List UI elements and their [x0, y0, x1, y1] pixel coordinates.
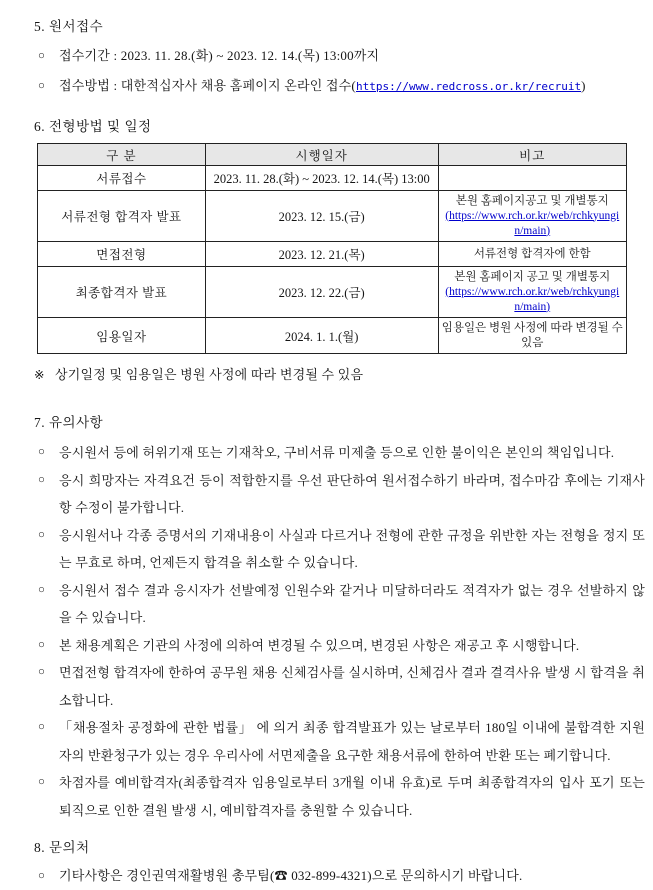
circle-bullet-icon: ○: [38, 473, 45, 486]
section-application: [34, 16, 645, 102]
row-category: 임용일자: [38, 318, 206, 354]
row-date: 2023. 12. 15.(금): [205, 191, 438, 242]
circle-bullet-icon: ○: [38, 666, 45, 678]
contact-line: [34, 862, 645, 890]
schedule-table: [37, 143, 627, 354]
row-note: 서류전형 합격자에 한함: [438, 242, 627, 267]
table-row: [38, 166, 627, 191]
notice-item: [34, 439, 645, 467]
notice-text: 차점자를 예비합격자(최종합격자 임용일로부터 3개월 이내 유효)로 두며 최종합격자의 입사 포기 또는 퇴직으로 인한 결원 발생 시, 예비합격자를 충원할 수 있습니다.: [59, 775, 645, 818]
circle-bullet-icon: ○: [38, 870, 45, 882]
notice-item: [34, 659, 645, 714]
row-date: 2024. 1. 1.(월): [205, 318, 438, 354]
section-6-title: 6. 전형방법 및 일정: [34, 119, 152, 134]
row-category: 최종합격자 발표: [38, 267, 206, 318]
section-7-title: 7. 유의사항: [34, 415, 104, 430]
notice-text: 면접전형 합격자에 한하여 공무원 채용 신체검사를 실시하며, 신체검사 결과 결격사유 발생 시 합격을 취소합니다.: [59, 665, 645, 708]
row-category: 서류전형 합격자 발표: [38, 191, 206, 242]
notice-text: 응시원서 접수 결과 응시자가 선발예정 인원수와 같거나 미달하더라도 적격자가 없는 경우 선발하지 않을 수 있습니다.: [59, 582, 645, 625]
rch-kyungin-link[interactable]: (https://www.rch.or.kr/web/rchkyungin/main): [445, 209, 620, 237]
section-notices: [34, 412, 645, 824]
circle-bullet-icon: ○: [38, 80, 45, 92]
application-method-text: [59, 71, 645, 102]
circle-bullet-icon: ○: [38, 50, 45, 62]
row-note: [438, 191, 627, 242]
row-category: 서류접수: [38, 166, 206, 191]
section-schedule: [34, 116, 645, 386]
application-period-text: 접수기간 : 2023. 11. 28.(화) ~ 2023. 12. 14.(목) 13:00까지: [59, 48, 380, 63]
table-row: [38, 242, 627, 267]
application-period-line: [34, 41, 645, 71]
section-8-title: 8. 문의처: [34, 840, 90, 855]
contact-text: 기타사항은 경인권역재활병원 총무팀(☎ 032-899-4321)으로 문의하시기 바랍니다.: [59, 868, 523, 883]
rch-kyungin-link[interactable]: (https://www.rch.or.kr/web/rchkyungin/main): [445, 285, 620, 313]
row-note-text: 본원 홈페이지공고 및 개별통지: [455, 194, 609, 207]
circle-bullet-icon: ○: [38, 583, 45, 596]
header-date: 시행일자: [205, 144, 438, 166]
application-method-prefix: 접수방법 : 대한적십자사 채용 홈페이지 온라인 접수(: [59, 78, 356, 93]
table-header-row: [38, 144, 627, 166]
table-row: [38, 318, 627, 354]
circle-bullet-icon: ○: [38, 721, 45, 733]
row-note-text: 본원 홈페이지 공고 및 개별통지: [454, 270, 611, 283]
redcross-recruit-link[interactable]: https://www.redcross.or.kr/recruit: [355, 80, 582, 93]
schedule-footnote-text: 상기일정 및 임용일은 병원 사정에 따라 변경될 수 있음: [55, 367, 364, 382]
circle-bullet-icon: ○: [38, 776, 45, 788]
notice-item: [34, 577, 645, 632]
circle-bullet-icon: ○: [38, 638, 45, 651]
application-method-line: [34, 71, 645, 102]
notice-item: [34, 769, 645, 824]
header-category: 구 분: [38, 144, 206, 166]
row-date: 2023. 11. 28.(화) ~ 2023. 12. 14.(목) 13:00: [205, 166, 438, 191]
row-note: 임용일은 병원 사정에 따라 변경될 수 있음: [438, 318, 627, 354]
notice-item: [34, 714, 645, 769]
row-date: 2023. 12. 22.(금): [205, 267, 438, 318]
notice-text: 「채용절차 공정화에 관한 법률」 에 의거 최종 합격발표가 있는 날로부터 180일 이내에 불합격한 지원자의 반환청구가 있는 경우 우리사에 서면제출을 요구한 채용서류에 한하여 반환 또는 폐기합니다.: [59, 720, 645, 763]
application-method-suffix: ): [581, 78, 586, 93]
table-row: [38, 267, 627, 318]
row-date: 2023. 12. 21.(목): [205, 242, 438, 267]
row-category: 면접전형: [38, 242, 206, 267]
notice-text: 본 채용계획은 기관의 사정에 의하여 변경될 수 있으며, 변경된 사항은 재공고 후 시행합니다.: [59, 637, 580, 653]
notice-item: [34, 467, 645, 522]
row-note: [438, 267, 627, 318]
reference-mark-icon: ※: [34, 368, 45, 382]
notice-item: [34, 632, 645, 660]
schedule-footnote: [34, 364, 645, 386]
notice-item: [34, 522, 645, 577]
notice-text: 응시 희망자는 자격요건 등이 적합한지를 우선 판단하여 원서접수하기 바라며, 접수마감 후에는 기재사항 수정이 불가합니다.: [59, 472, 645, 515]
section-5-title: 5. 원서접수: [34, 19, 104, 34]
circle-bullet-icon: ○: [38, 528, 45, 541]
header-note: 비고: [438, 144, 627, 166]
section-contact: [34, 837, 645, 890]
notice-text: 응시원서 등에 허위기재 또는 기재착오, 구비서류 미제출 등으로 인한 불이익은 본인의 책임입니다.: [59, 445, 615, 460]
row-note: [438, 166, 627, 191]
notice-text: 응시원서나 각종 증명서의 기재내용이 사실과 다르거나 전형에 관한 규정을 위반한 자는 전형을 정지 또는 무효로 하며, 언제든지 합격을 취소할 수 있습니다.: [59, 527, 645, 570]
circle-bullet-icon: ○: [38, 446, 45, 458]
table-row: [38, 191, 627, 242]
